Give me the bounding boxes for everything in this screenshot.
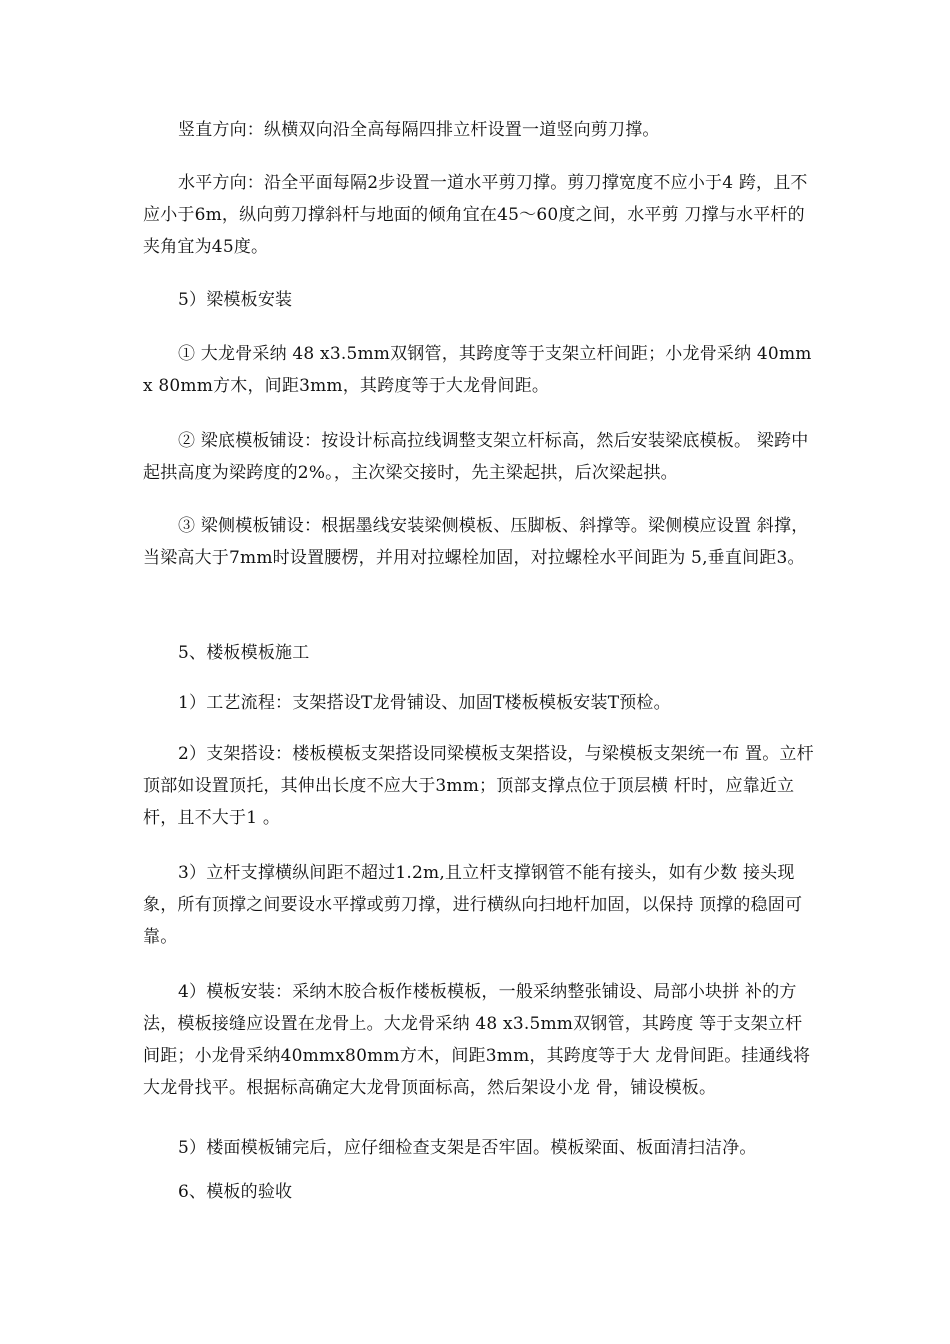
heading-slab-formwork: 5、楼板模板施工: [178, 643, 310, 663]
paragraph-item-3-beam-side: ③ 梁侧模板铺设：根据墨线安装梁侧模板、压脚板、斜撑等。梁侧模应设置 斜撑，当梁高大于7mm时设置腰楞，并用对拉螺栓加固，对拉螺栓水平间距为 5,垂直间距3。: [143, 516, 809, 568]
paragraph-support-setup: 2）支架搭设：楼板模板支架搭设同梁模板支架搭设，与梁模板支架统一布 置。立杆顶部如设置顶托，其伸出长度不应大于3mm；顶部支撑点位于顶层横 杆时，应靠近立杆，且不大于1 。: [143, 744, 814, 828]
paragraph-pole-spacing: 3）立杆支撑横纵间距不超过1.2m,且立杆支撑钢管不能有接头，如有少数 接头现象，所有顶撑之间要设水平撑或剪刀撑，进行横纵向扫地杆加固，以保持 顶撑的稳固可靠。: [143, 863, 803, 947]
heading-beam-formwork-install: 5）梁模板安装: [178, 290, 293, 310]
paragraph-vertical-direction: 竖直方向：纵横双向沿全高每隔四排立杆设置一道竖向剪刀撑。: [178, 120, 660, 140]
paragraph-inspection: 5）楼面模板铺完后，应仔细检查支架是否牢固。模板梁面、板面清扫洁净。: [178, 1138, 757, 1158]
paragraph-process-flow: 1）工艺流程：支架搭设T龙骨铺设、加固T楼板模板安装T预检。: [178, 693, 671, 713]
paragraph-horizontal-direction: 水平方向：沿全平面每隔2步设置一道水平剪刀撑。剪刀撑宽度不应小于4 跨，且不应小于6m，纵向剪刀撑斜杆与地面的倾角宜在45〜60度之间，水平剪 刀撑与水平杆的夹角宜为45度。: [143, 173, 808, 257]
paragraph-item-1-keel: ① 大龙骨采纳 48 x3.5mm双钢管，其跨度等于支架立杆间距；小龙骨采纳 40mm x 80mm方木，间距3mm，其跨度等于大龙骨间距。: [143, 344, 812, 396]
paragraph-formwork-install: 4）模板安装：采纳木胶合板作楼板模板，一般采纳整张铺设、局部小块拼 补的方法，模板接缝应设置在龙骨上。大龙骨采纳 48 x3.5mm双钢管，其跨度 等于支架立杆间距；小龙骨采纳40mmx80mm方木，间距3mm，其跨度等于大 龙骨间距。挂通线将大龙骨找平。根据标高确定大龙骨顶面标高，然后架设小龙 骨，铺设模板。: [143, 982, 811, 1098]
paragraph-item-2-beam-bottom: ② 梁底模板铺设：按设计标高拉线调整支架立杆标高，然后安装梁底模板。 梁跨中起拱高度为梁跨度的2%。，主次梁交接时，先主梁起拱，后次梁起拱。: [143, 431, 809, 483]
heading-formwork-acceptance: 6、模板的验收: [178, 1182, 293, 1202]
